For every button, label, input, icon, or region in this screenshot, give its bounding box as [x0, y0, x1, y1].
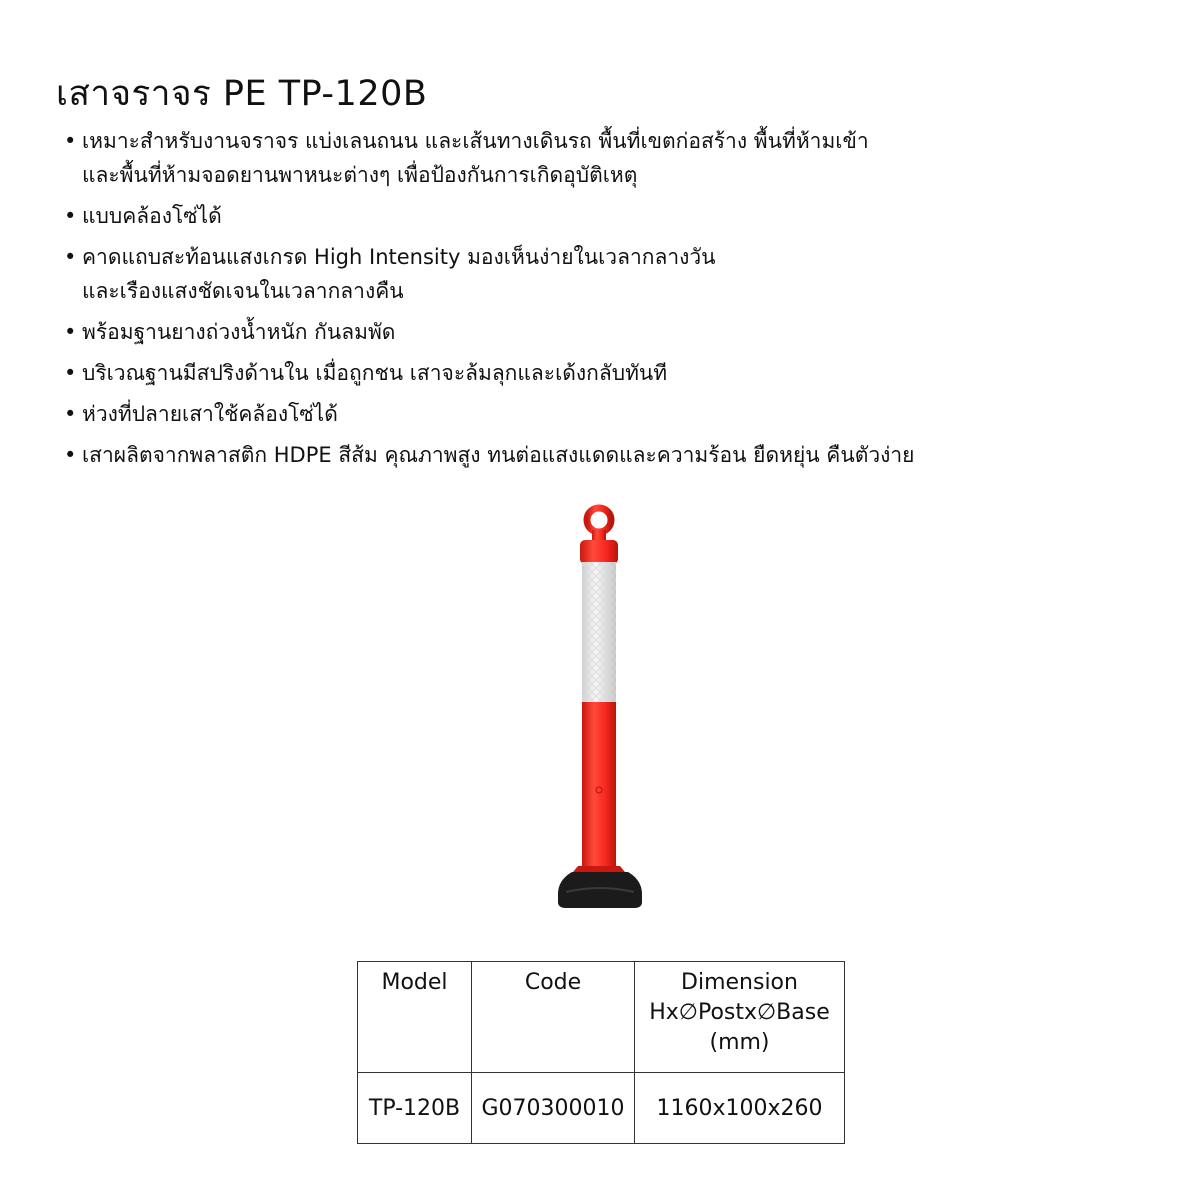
cell-code: G070300010 [472, 1073, 635, 1144]
page-title: เสาจราจร PE TP-120B [56, 74, 428, 114]
header-dimension: Dimension Hx∅Postx∅Base (mm) [635, 962, 845, 1073]
header-model: Model [358, 962, 472, 1073]
feature-item: • แบบคล้องโซ่ได้ [64, 199, 914, 233]
spec-table [357, 961, 845, 1144]
feature-item: • ห่วงที่ปลายเสาใช้คล้องโซ่ได้ [64, 397, 914, 431]
feature-item: • คาดแถบสะท้อนแสงเกรด High Intensity มองเห็นง่ายในเวลากลางวัน และเรืองแสงชัดเจนในเวลากลางคืน [64, 240, 914, 308]
feature-item: • พร้อมฐานยางถ่วงน้ำหนัก กันลมพัด [64, 315, 914, 349]
feature-item: • เหมาะสำหรับงานจราจร แบ่งเลนถนน และเส้นทางเดินรถ พื้นที่เขตก่อสร้าง พื้นที่ห้ามเข้า และพื้นที่ห้ามจอดยานพาหนะต่างๆ เพื่อป้องกันการเกิดอุบัติเหตุ [64, 124, 914, 192]
feature-list [64, 124, 914, 479]
cell-model: TP-120B [358, 1073, 472, 1144]
table-header-row [358, 962, 845, 1073]
feature-item: • บริเวณฐานมีสปริงด้านใน เมื่อถูกชน เสาจะล้มลุกและเด้งกลับทันที [64, 356, 914, 390]
header-code: Code [472, 962, 635, 1073]
cell-dimension: 1160x100x260 [635, 1073, 845, 1144]
traffic-post-icon [540, 500, 660, 920]
table-row [358, 1073, 845, 1144]
feature-item: • เสาผลิตจากพลาสติก HDPE สีส้ม คุณภาพสูง ทนต่อแสงแดดและความร้อน ยืดหยุ่น คืนตัวง่าย [64, 438, 914, 472]
